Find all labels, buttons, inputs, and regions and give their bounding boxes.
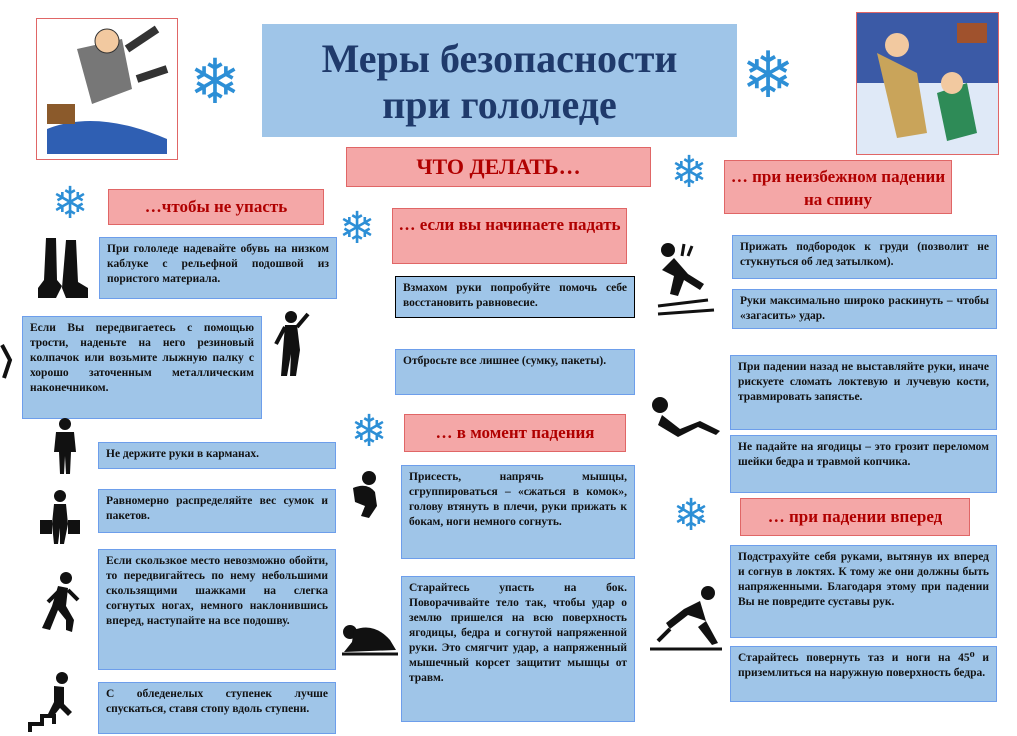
snowflake-icon: ❄ bbox=[51, 179, 89, 228]
header-moment-falling: … в момент падения bbox=[404, 414, 626, 452]
cartoon-falling-man-illustration bbox=[36, 18, 178, 160]
snowflake-icon: ❄ bbox=[189, 49, 241, 117]
tip-turn-hips: Старайтесь повернуть таз и ноги на 45⁰ и приземлиться на наружную поверхность бедра. bbox=[730, 646, 997, 702]
tip-spread-arms: Руки максимально широко раскинуть – чтобы «загасить» удар. bbox=[732, 289, 997, 329]
snowflake-icon: ❄ bbox=[670, 148, 708, 197]
header-fall-back: … при неизбежном падении на спину bbox=[724, 160, 952, 214]
boot-icon bbox=[32, 236, 94, 306]
walking-person-icon bbox=[36, 572, 86, 634]
slipping-person-icon bbox=[648, 240, 720, 318]
page-title bbox=[262, 24, 737, 137]
title-line-1: Меры безопасности bbox=[321, 36, 678, 81]
standing-person-icon bbox=[48, 418, 82, 476]
title-line-2: при гололеде bbox=[382, 82, 617, 127]
forward-fall-person-icon bbox=[648, 585, 724, 655]
tip-drop-items: Отбросьте все лишнее (сумку, пакеты). bbox=[395, 349, 635, 395]
header-what-to-do: ЧТО ДЕЛАТЬ… bbox=[346, 147, 651, 187]
crouch-person-icon bbox=[347, 470, 385, 520]
tip-stairs: С обледенелых ступенек лучше спускаться, ставя стопу вдоль ступени. bbox=[98, 682, 336, 734]
tip-hands-pockets: Не держите руки в карманах. bbox=[98, 442, 336, 469]
header-start-falling: … если вы начинаете падать bbox=[392, 208, 627, 264]
header-not-fall: …чтобы не упасть bbox=[108, 189, 324, 225]
tip-crouch: Присесть, напрячь мышцы, сгруппироваться – «сжаться в комок», голову втянуть в плечи, руки прижать к бокам, ноги немного согнуть. bbox=[401, 465, 635, 559]
tip-no-hands-back: При падении назад не выставляйте руки, иначе рискуете сломать локтевую и лучевую кости, травмировать запястье. bbox=[730, 355, 997, 430]
tip-wave-arm: Взмахом руки попробуйте помочь себе восстановить равновесие. bbox=[395, 276, 635, 318]
cartoon-slipping-people-illustration bbox=[856, 12, 999, 155]
tip-hands-forward: Подстрахуйте себя руками, вытянув их вперед и согнув в локтях. К тому же они должны быть напряженными. Благодаря этому при падении Вы не повредите суставы рук. bbox=[730, 545, 997, 638]
tip-no-buttocks: Не падайте на ягодицы – это грозит переломом шейки бедра и травмой копчика. bbox=[730, 435, 997, 493]
snowflake-icon: ❄ bbox=[350, 407, 388, 456]
back-fall-person-icon bbox=[650, 395, 722, 439]
tip-fall-side: Старайтесь упасть на бок. Поворачивайте тело так, чтобы удар о землю пришелся на всю поверхность ягодицы, бедра и согнутой напряженной руки. Это смягчит удар, а напряженный мышечный корсет защитит мышцы от травм. bbox=[401, 576, 635, 722]
tip-bags-weight: Равномерно распределяйте вес сумок и пакетов. bbox=[98, 489, 336, 533]
tip-slippery-walk: Если скользкое место невозможно обойти, то передвигайтесь по нему небольшими скользящими шажками на слегка согнутых ногах, немного наклонившись вперед, наступайте на все подошву. bbox=[98, 549, 336, 670]
snowflake-icon: ❄ bbox=[741, 40, 795, 111]
snowflake-icon: ❄ bbox=[672, 491, 710, 540]
stairs-person-icon bbox=[28, 672, 82, 734]
standing-person-icon bbox=[270, 310, 312, 378]
header-fall-forward: … при падении вперед bbox=[740, 498, 970, 536]
bags-person-icon bbox=[38, 490, 82, 544]
tip-shoes: При гололеде надевайте обувь на низком каблуке с рельефной подошвой из пористого материала. bbox=[99, 237, 337, 299]
tip-chin-chest: Прижать подбородок к груди (позволит не стукнуться об лед затылком). bbox=[732, 235, 997, 279]
snowflake-icon: ❄ bbox=[338, 204, 376, 253]
tip-cane: Если Вы передвигаетесь с помощью трости, наденьте на него резиновый колпачок или возьмите лыжную палку с хорошо заточенным металлическим наконечником. bbox=[22, 316, 262, 419]
side-fall-person-icon bbox=[340, 620, 398, 656]
cane-person-icon bbox=[0, 340, 14, 380]
